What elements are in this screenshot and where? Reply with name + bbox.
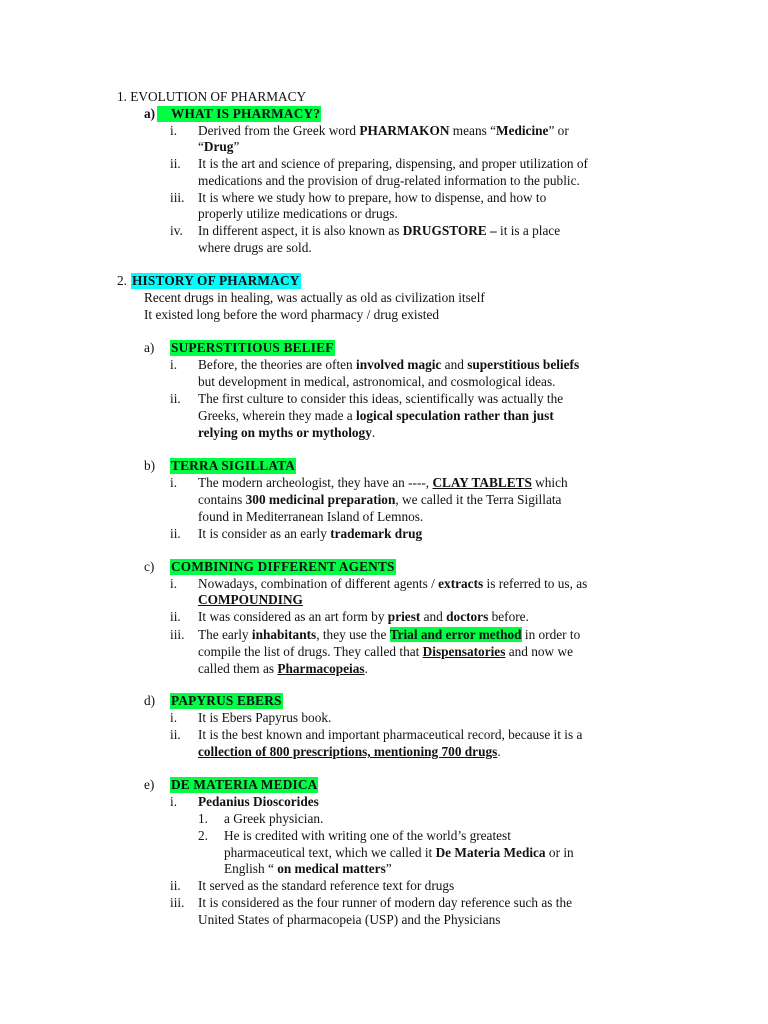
item-2a-ii-line1: The first culture to consider this ideas, scientifically was actually the	[198, 391, 564, 406]
item-2a-i-line2: but development in medical, astronomical, and cosmological ideas.	[198, 374, 556, 389]
section-2-intro-1: Recent drugs in healing, was actually as old as civilization itself	[144, 290, 485, 305]
item-1a-ii-line1: It is the art and science of preparing, dispensing, and proper utilization of	[198, 156, 588, 171]
item-2b-i-line1: The modern archeologist, they have an ----, CLAY TABLETS which	[198, 475, 568, 490]
item-2c-ii-num: ii.	[170, 609, 181, 624]
item-2c-i-line1: Nowadays, combination of different agents / extracts is referred to us, as	[198, 576, 588, 591]
item-1a-iii-line2: properly utilize medications or drugs.	[198, 206, 398, 221]
section-1a-label: a)	[144, 106, 156, 121]
item-2a-i-line1: Before, the theories are often involved magic and superstitious beliefs	[198, 357, 580, 372]
item-2d-ii-line2: collection of 800 prescriptions, mentioning 700 drugs.	[198, 744, 501, 759]
item-1a-i-num: i.	[170, 123, 178, 138]
item-2e-ii-num: ii.	[170, 878, 181, 893]
item-2c-iii-line2: compile the list of drugs. They called that Dispensatories and now we	[198, 644, 573, 659]
item-2a-ii-line3: relying on myths or mythology.	[198, 425, 376, 440]
item-1a-i-line1: Derived from the Greek word PHARMAKON means “Medicine” or	[198, 123, 569, 138]
item-2c-iii-num: iii.	[170, 627, 185, 642]
item-2b-ii-line1: It is consider as an early trademark drug	[198, 526, 423, 541]
section-2-heading: HISTORY OF PHARMACY	[132, 273, 300, 288]
item-2b-i-line3: found in Mediterranean Island of Lemnos.	[198, 509, 424, 524]
item-1a-i-line2: “Drug”	[198, 139, 240, 154]
section-2-number: 2.	[117, 273, 127, 288]
item-2e-sub2-num: 2.	[198, 828, 208, 843]
item-2c-iii-line3: called them as Pharmacopeias.	[198, 661, 368, 676]
item-1a-iii-line1: It is where we study how to prepare, how to dispense, and how to	[198, 190, 547, 205]
item-2e-sub1-line1: a Greek physician.	[224, 811, 324, 826]
item-1a-ii-num: ii.	[170, 156, 181, 171]
item-2e-sub2-line3: English “ on medical matters”	[224, 861, 392, 876]
item-1a-iv-line1: In different aspect, it is also known as DRUGSTORE – it is a place	[198, 223, 561, 238]
section-1-title: 1. EVOLUTION OF PHARMACY	[117, 89, 307, 104]
item-1a-iii-num: iii.	[170, 190, 185, 205]
section-2e-label: e)	[144, 777, 155, 792]
item-2a-ii-line2: Greeks, wherein they made a logical speculation rather than just	[198, 408, 554, 423]
item-2b-ii-num: ii.	[170, 526, 181, 541]
section-2b-heading: TERRA SIGILLATA	[171, 458, 296, 473]
item-2d-i-num: i.	[170, 710, 178, 725]
item-1a-iv-line2: where drugs are sold.	[198, 240, 312, 255]
item-2c-iii-line1: The early inhabitants, they use the Trial and error method in order to	[198, 627, 581, 642]
section-2c-heading: COMBINING DIFFERENT AGENTS	[171, 559, 395, 574]
item-2b-i-line2: contains 300 medicinal preparation, we called it the Terra Sigillata	[198, 492, 562, 507]
item-2e-sub1-num: 1.	[198, 811, 208, 826]
section-1a-heading: WHAT IS PHARMACY?	[157, 106, 321, 122]
item-2a-ii-num: ii.	[170, 391, 181, 406]
section-2c-label: c)	[144, 559, 155, 574]
item-2c-i-num: i.	[170, 576, 178, 591]
item-2e-i-num: i.	[170, 794, 178, 809]
item-2d-ii-num: ii.	[170, 727, 181, 742]
item-2c-i-line2: COMPOUNDING	[198, 592, 303, 607]
item-2e-iii-line1: It is considered as the four runner of modern day reference such as the	[198, 895, 573, 910]
section-2a-heading: SUPERSTITIOUS BELIEF	[171, 340, 334, 355]
section-2d-label: d)	[144, 693, 156, 708]
item-2e-ii-line1: It served as the standard reference text for drugs	[198, 878, 455, 893]
item-2d-ii-line1: It is the best known and important pharmaceutical record, because it is a	[198, 727, 583, 742]
item-1a-iv-num: iv.	[170, 223, 183, 238]
item-2a-i-num: i.	[170, 357, 178, 372]
section-2-intro-2: It existed long before the word pharmacy / drug existed	[144, 307, 440, 322]
section-2d-heading: PAPYRUS EBERS	[171, 693, 282, 708]
item-2b-i-num: i.	[170, 475, 178, 490]
item-2d-i-line1: It is Ebers Papyrus book.	[198, 710, 332, 725]
item-1a-ii-line2: medications and the provision of drug-related information to the public.	[198, 173, 580, 188]
item-2e-i-line1: Pedanius Dioscorides	[198, 794, 319, 809]
section-2b-label: b)	[144, 458, 156, 473]
item-2e-iii-num: iii.	[170, 895, 185, 910]
section-2a-label: a)	[144, 340, 155, 355]
item-2e-sub2-line2: pharmaceutical text, which we called it De Materia Medica or in	[224, 845, 574, 860]
item-2e-iii-line2: United States of pharmacopeia (USP) and the Physicians	[198, 912, 501, 927]
item-2c-ii-line1: It was considered as an art form by priest and doctors before.	[198, 609, 529, 624]
item-2e-sub2-line1: He is credited with writing one of the world’s greatest	[224, 828, 511, 843]
section-2e-heading: DE MATERIA MEDICA	[171, 777, 318, 792]
